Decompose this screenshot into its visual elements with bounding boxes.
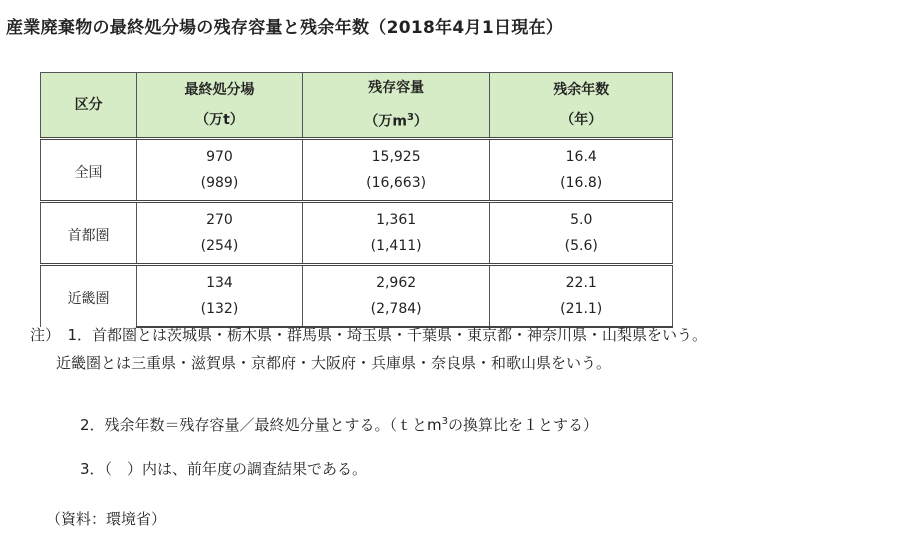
table-header-row (41, 73, 673, 139)
header-region: 区分 (41, 73, 137, 139)
table-row (41, 264, 673, 296)
cell-capacity-prev: (2,784) (302, 296, 490, 327)
cell-years: 22.1 (490, 264, 673, 296)
row-region-label: 近畿圏 (41, 264, 137, 327)
cell-disposal-prev: (254) (137, 233, 303, 265)
source-credit: （資料：環境省） (46, 510, 167, 528)
cell-years-prev: (16.8) (490, 170, 673, 202)
header-years: 残余年数 （年） (490, 73, 673, 139)
cell-disposal: 270 (137, 201, 303, 233)
note-1-continued: 近畿圏とは三重県・滋賀県・京都府・大阪府・兵庫県・奈良県・和歌山県をいう。 (56, 354, 612, 372)
cell-years-prev: (21.1) (490, 296, 673, 327)
header-disposal: 最終処分場 （万t） (137, 73, 303, 139)
cell-disposal: 970 (137, 138, 303, 170)
cell-capacity: 1,361 (302, 201, 490, 233)
table-row (41, 201, 673, 233)
cell-capacity: 2,962 (302, 264, 490, 296)
note-3: 3．（ ）内は、前年度の調査結果である。 (80, 460, 368, 478)
note-2: 2．残余年数＝残存容量／最終処分量とする。（ｔと$m^3$の換算比を１とする） (80, 416, 599, 434)
table-row (41, 138, 673, 170)
cell-disposal-prev: (132) (137, 296, 303, 327)
cell-capacity-prev: (16,663) (302, 170, 490, 202)
cell-disposal: 134 (137, 264, 303, 296)
cell-capacity: 15,925 (302, 138, 490, 170)
page-title: 産業廃棄物の最終処分場の残存容量と残余年数（2018年4月1日現在） (6, 18, 564, 38)
cell-capacity-prev: (1,411) (302, 233, 490, 265)
cell-disposal-prev: (989) (137, 170, 303, 202)
row-region-label: 全国 (41, 138, 137, 201)
cell-years-prev: (5.6) (490, 233, 673, 265)
row-region-label: 首都圏 (41, 201, 137, 264)
cell-years: 16.4 (490, 138, 673, 170)
header-capacity: 残存容量 （万$m^3$） (302, 73, 490, 139)
disposal-table (40, 72, 673, 328)
cell-years: 5.0 (490, 201, 673, 233)
note-1: 注） 1．首都圏とは茨城県・栃木県・群馬県・埼玉県・千葉県・東京都・神奈川県・山梨県をいう。 (30, 326, 708, 344)
